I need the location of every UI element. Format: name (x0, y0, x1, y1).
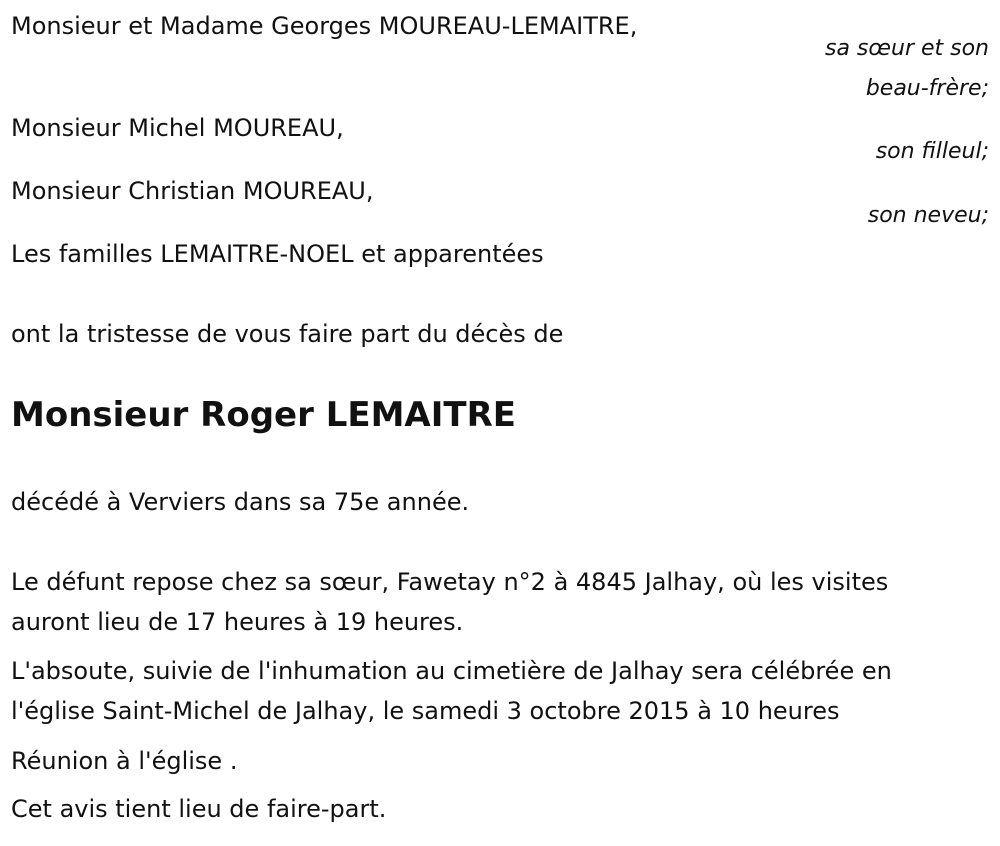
deceased-name: Monsieur Roger LEMAITRE (11, 395, 516, 435)
meeting-info: Réunion à l'église . (11, 747, 238, 775)
family-member-2-name: Monsieur Michel MOUREAU, (11, 114, 344, 142)
notice-text: Cet avis tient lieu de faire-part. (11, 795, 387, 823)
ceremony-line-2: l'église Saint-Michel de Jalhay, le samedi 3 octobre 2015 à 10 heures (11, 697, 840, 725)
death-info: décédé à Verviers dans sa 75e année. (11, 488, 470, 516)
family-member-3-relation: son neveu; (867, 203, 989, 228)
family-member-1-relation: sa sœur et son (824, 36, 989, 61)
announcement-text: ont la tristesse de vous faire part du décès de (11, 320, 564, 348)
family-member-1-name: Monsieur et Madame Georges MOUREAU-LEMAITRE, (11, 12, 638, 40)
family-member-1-relation-cont: beau-frère; (865, 76, 989, 101)
visitation-line-2: auront lieu de 17 heures à 19 heures. (11, 608, 464, 636)
ceremony-line-1: L'absoute, suivie de l'inhumation au cimetière de Jalhay sera célébrée en (11, 657, 892, 685)
family-member-3-name: Monsieur Christian MOUREAU, (11, 177, 374, 205)
visitation-line-1: Le défunt repose chez sa sœur, Fawetay n°2 à 4845 Jalhay, où les visites (11, 568, 889, 596)
family-member-4-name: Les familles LEMAITRE-NOEL et apparentées (11, 240, 544, 268)
family-member-2-relation: son filleul; (875, 139, 989, 164)
